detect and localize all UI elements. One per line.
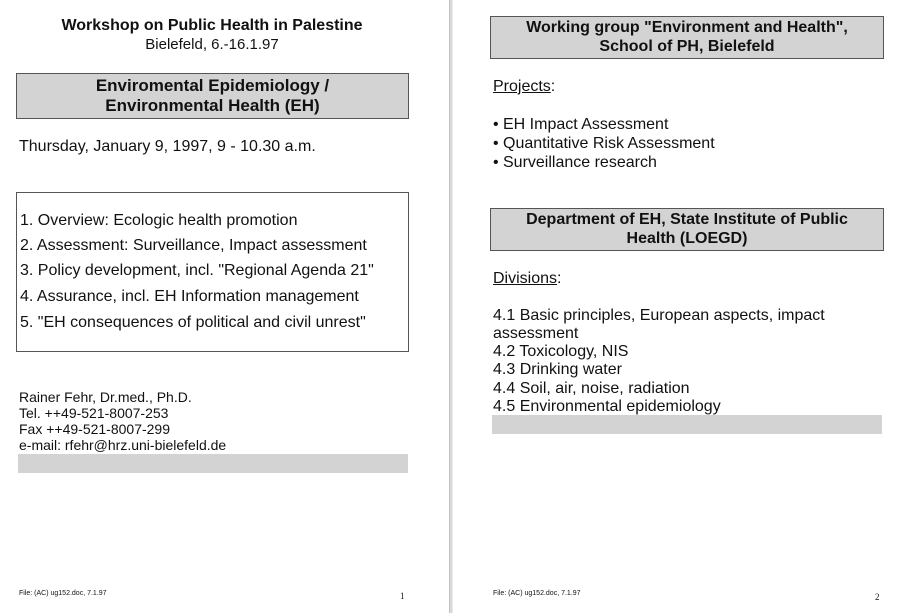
divisions-heading-line <box>493 270 561 288</box>
project-label: Surveillance research <box>503 154 657 171</box>
divisions-heading: Divisions <box>493 270 558 287</box>
document-page-2 <box>454 0 903 613</box>
department-line-2: Health (LOEGD) <box>626 229 748 247</box>
page-number: 2 <box>875 592 880 602</box>
outline-item-3: 3. Policy development, incl. "Regional Agenda 21" <box>20 262 374 279</box>
division-item-1: 4.1 Basic principles, European aspects, impact assessment <box>493 307 825 342</box>
outline-item-5: 5. "EH consequences of political and civil unrest" <box>20 314 366 331</box>
gray-shaded-band <box>492 415 882 434</box>
gray-shaded-band <box>18 454 408 473</box>
page-number: 1 <box>400 591 405 601</box>
project-label: Quantitative Risk Assessment <box>503 135 715 152</box>
bullet-icon: • <box>493 135 499 152</box>
topic-title-line-2: Environmental Health (EH) <box>105 96 320 115</box>
division-item-3: 4.3 Drinking water <box>493 361 622 378</box>
project-item-2 <box>493 135 715 153</box>
department-box <box>490 208 884 251</box>
bullet-icon: • <box>493 116 499 133</box>
contact-name: Rainer Fehr, Dr.med., Ph.D. <box>19 389 192 405</box>
contact-fax: Fax ++49-521-8007-299 <box>19 421 170 437</box>
working-group-box <box>490 16 884 59</box>
topic-title-line-1: Enviromental Epidemiology / <box>95 76 330 96</box>
footer-file-reference: File: (AC) ug152.doc, 7.1.97 <box>19 590 107 597</box>
outline-item-4: 4. Assurance, incl. EH Information management <box>20 288 359 305</box>
working-group-line-1: Working group "Environment and Health", <box>526 19 848 37</box>
session-date: Thursday, January 9, 1997, 9 - 10.30 a.m. <box>19 138 316 155</box>
projects-heading: Projects <box>493 78 551 95</box>
project-item-3 <box>493 154 657 172</box>
project-item-1 <box>493 116 668 134</box>
division-item-2: 4.2 Toxicology, NIS <box>493 343 629 360</box>
contact-email: e-mail: rfehr@hrz.uni-bielefeld.de <box>19 437 227 453</box>
division-item-5: 4.5 Environmental epidemiology <box>493 398 721 415</box>
outline-item-2: 2. Assessment: Surveillance, Impact assessment <box>20 237 367 254</box>
outline-box <box>16 192 409 352</box>
working-group-line-2: School of PH, Bielefeld <box>599 37 775 55</box>
bullet-icon: • <box>493 154 499 171</box>
projects-heading-line <box>493 78 555 96</box>
workshop-location-date: Bielefeld, 6.-16.1.97 <box>145 36 279 53</box>
document-page-1 <box>0 0 448 613</box>
outline-item-1: 1. Overview: Ecologic health promotion <box>20 212 298 229</box>
workshop-title: Workshop on Public Health in Palestine <box>61 17 363 34</box>
footer-file-reference: File: (AC) ug152.doc, 7.1.97 <box>493 590 581 597</box>
contact-telephone: Tel. ++49-521-8007-253 <box>19 405 169 421</box>
divisions-heading-colon: : <box>557 270 562 287</box>
division-item-4: 4.4 Soil, air, noise, radiation <box>493 380 690 397</box>
projects-heading-colon: : <box>550 78 556 95</box>
department-line-1: Department of EH, State Institute of Public <box>526 211 848 229</box>
project-label: EH Impact Assessment <box>503 116 669 133</box>
topic-title-box <box>16 73 409 119</box>
page-divider <box>449 0 453 613</box>
